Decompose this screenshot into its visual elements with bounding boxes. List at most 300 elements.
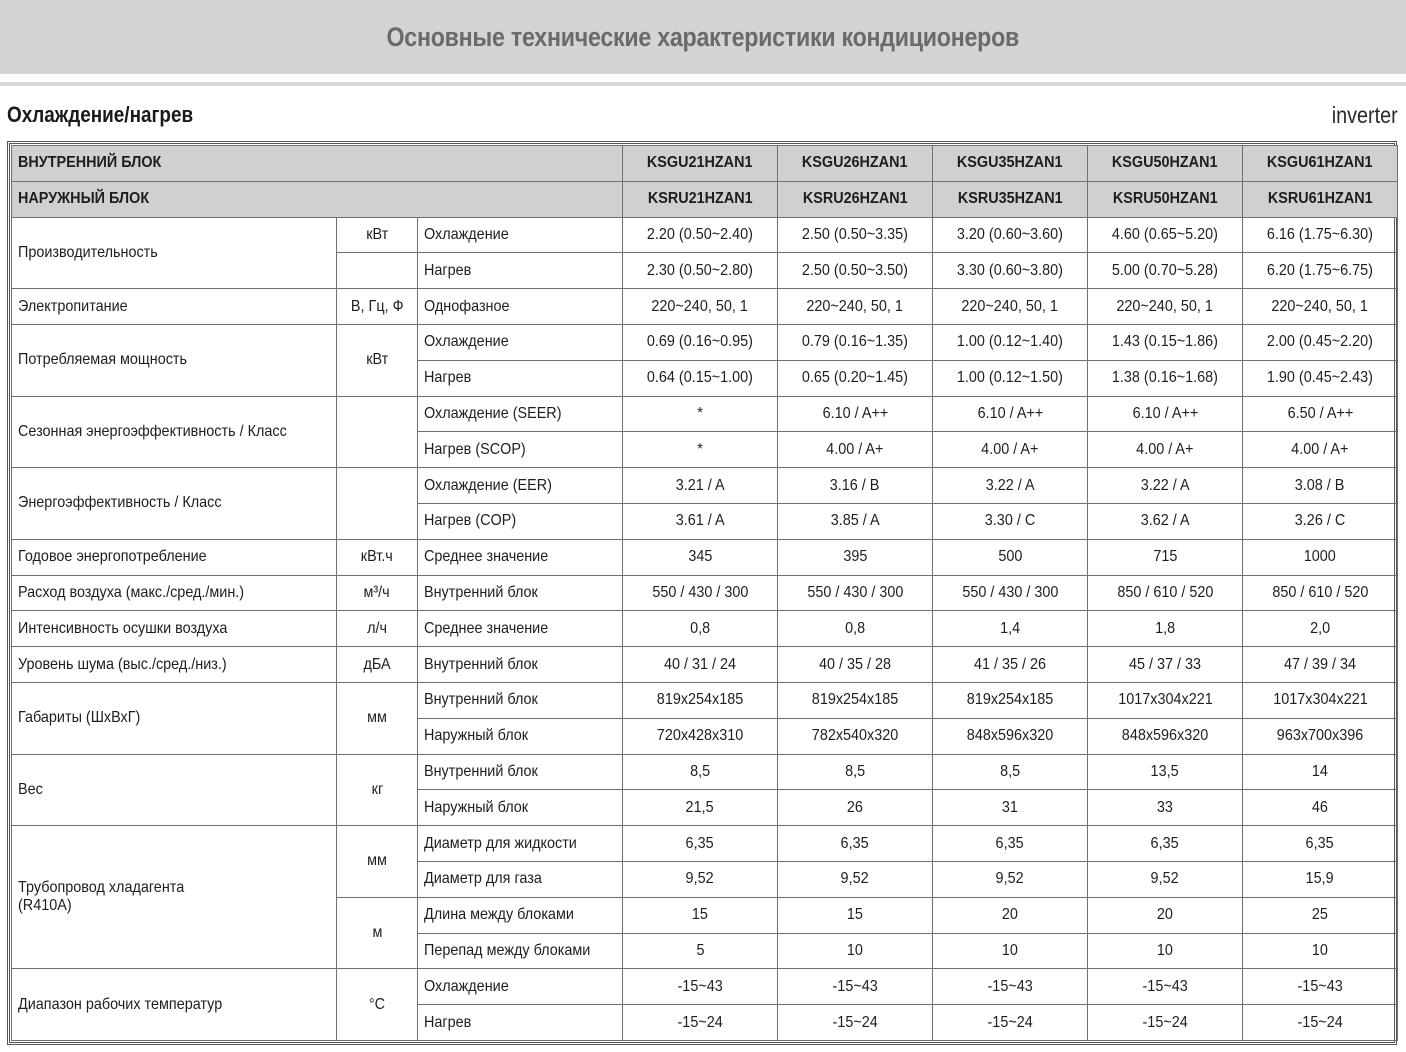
value-cell-text: 2.20 (0.50~2.40) [646, 225, 754, 243]
outdoor-model: KSRU21HZAN1 [623, 181, 778, 217]
value-cell [1243, 754, 1398, 790]
value-cell-text: 47 / 39 / 34 [1283, 655, 1357, 673]
value-cell [623, 611, 778, 647]
sub-param-text: Охлаждение (SEER) [424, 404, 562, 422]
value-cell [778, 969, 933, 1005]
unit-text: кВт.ч [361, 548, 393, 566]
value-cell [933, 396, 1088, 432]
unit-text: м³/ч [363, 583, 391, 601]
value-cell [933, 718, 1088, 754]
sub-param [418, 861, 623, 897]
sub-param [418, 539, 623, 575]
value-cell-text: -15~24 [832, 1013, 878, 1031]
unit-text: °С [368, 995, 386, 1013]
sub-param-text: Нагрев [424, 1013, 472, 1031]
value-cell-text: 1,8 [1155, 619, 1176, 637]
param-name [12, 682, 337, 754]
unit [337, 253, 418, 289]
param-name-text: Трубопровод хладагента [18, 879, 185, 897]
value-cell [1243, 468, 1398, 504]
value-cell-text: -15~43 [1142, 977, 1188, 995]
unit [337, 826, 418, 898]
sub-param-text: Среднее значение [424, 619, 549, 637]
sub-param-text: Охлаждение [424, 977, 509, 995]
value-cell [1243, 1005, 1398, 1041]
value-cell [778, 432, 933, 468]
section-title: Охлаждение/нагрев [7, 102, 194, 127]
value-cell [933, 826, 1088, 862]
param-name-text: (R410A) [18, 897, 72, 915]
value-cell-text: 819x254x185 [811, 691, 899, 709]
value-cell-text: 45 / 37 / 33 [1128, 655, 1202, 673]
value-cell [1088, 826, 1243, 862]
value-cell-text: 550 / 430 / 300 [806, 583, 904, 601]
value-cell [1088, 253, 1243, 289]
value-cell-text: 848x596x320 [1121, 727, 1209, 745]
value-cell [778, 611, 933, 647]
unit-text: кг [371, 780, 383, 798]
value-cell [623, 575, 778, 611]
value-cell-text: 15,9 [1305, 870, 1335, 888]
value-cell-text: 6,35 [1150, 834, 1180, 852]
value-cell-text: 3.26 / C [1294, 512, 1346, 530]
indoor-unit-label: ВНУТРЕННИЙ БЛОК [12, 146, 623, 182]
value-cell-text: 220~240, 50, 1 [961, 297, 1059, 315]
value-cell [1088, 396, 1243, 432]
value-cell-text: 15 [846, 906, 864, 924]
value-cell-text: 550 / 430 / 300 [651, 583, 749, 601]
value-cell [1243, 611, 1398, 647]
param-name-text: Вес [18, 780, 43, 798]
value-cell-text: 2,0 [1310, 619, 1331, 637]
value-cell [778, 539, 933, 575]
param-name-text: Электропитание [18, 297, 128, 315]
param-name [12, 217, 337, 289]
value-cell-text: 1000 [1303, 548, 1337, 566]
value-cell [933, 503, 1088, 539]
value-cell-text: 2.00 (0.45~2.20) [1266, 333, 1374, 351]
spec-row [12, 826, 1398, 862]
value-cell [1088, 611, 1243, 647]
sub-param-text: Внутренний блок [424, 583, 538, 601]
value-cell [778, 754, 933, 790]
value-cell [933, 897, 1088, 933]
unit-text: В, Гц, Ф [350, 297, 404, 315]
value-cell [623, 861, 778, 897]
value-cell [1243, 861, 1398, 897]
spec-row [12, 754, 1398, 790]
unit [337, 754, 418, 826]
value-cell-text: 6.10 / A++ [977, 404, 1043, 422]
value-cell [1243, 539, 1398, 575]
value-cell-text: 4.00 / A+ [981, 440, 1039, 458]
value-cell [933, 790, 1088, 826]
sub-param [418, 253, 623, 289]
value-cell-text: 8,5 [1000, 762, 1021, 780]
value-cell-text: 8,5 [845, 762, 866, 780]
sub-param [418, 790, 623, 826]
value-cell-text: 550 / 430 / 300 [961, 583, 1059, 601]
value-cell [933, 1005, 1088, 1041]
value-cell-text: 3.22 / A [1140, 476, 1190, 494]
value-cell [778, 1005, 933, 1041]
sub-param-text: Охлаждение [424, 225, 509, 243]
value-cell-text: 720x428x310 [656, 727, 744, 745]
unit-text: м [372, 924, 382, 942]
unit-text: л/ч [367, 619, 387, 637]
sub-param [418, 217, 623, 253]
value-cell [933, 575, 1088, 611]
param-name-text: Потребляемая мощность [18, 351, 188, 369]
sub-param [418, 682, 623, 718]
value-cell-text: 220~240, 50, 1 [1271, 297, 1369, 315]
value-cell [1243, 324, 1398, 360]
specs-table [11, 145, 1398, 1041]
value-cell-text: 8,5 [690, 762, 711, 780]
value-cell [623, 790, 778, 826]
value-cell [933, 539, 1088, 575]
value-cell [778, 718, 933, 754]
spec-row [12, 289, 1398, 325]
param-name-text: Производительность [18, 243, 158, 261]
value-cell-text: 0,8 [845, 619, 866, 637]
value-cell [1088, 647, 1243, 683]
value-cell [1088, 754, 1243, 790]
value-cell [1088, 575, 1243, 611]
value-cell-text: 1,4 [1000, 619, 1021, 637]
sub-param-text: Нагрев (SCOP) [424, 440, 526, 458]
value-cell [1243, 396, 1398, 432]
value-cell-text: 10 [1311, 941, 1329, 959]
page-title: Основные технические характеристики кондиционеров [386, 21, 1020, 52]
sub-param [418, 933, 623, 969]
value-cell [623, 718, 778, 754]
value-cell-text: 6,35 [685, 834, 715, 852]
value-cell-text: * [697, 440, 703, 458]
value-cell [933, 969, 1088, 1005]
value-cell [1243, 360, 1398, 396]
value-cell [1088, 503, 1243, 539]
value-cell-text: 3.61 / A [675, 512, 725, 530]
inverter-label: inverter [1332, 102, 1398, 128]
indoor-model: KSGU35HZAN1 [933, 146, 1088, 182]
sub-param-text: Внутренний блок [424, 655, 538, 673]
sub-param-text: Наружный блок [424, 798, 529, 816]
sub-param-text: Однофазное [424, 297, 510, 315]
value-cell [623, 897, 778, 933]
value-cell-text: 850 / 610 / 520 [1271, 583, 1369, 601]
value-cell-text: 3.30 / C [984, 512, 1036, 530]
value-cell [1088, 217, 1243, 253]
value-cell-text: 819x254x185 [966, 691, 1054, 709]
param-name-text: Расход воздуха (макс./сред./мин.) [18, 583, 245, 601]
sub-param [418, 826, 623, 862]
sub-param-text: Среднее значение [424, 548, 549, 566]
unit-text: кВт [365, 225, 389, 243]
sub-param [418, 575, 623, 611]
value-cell-text: 20 [1001, 906, 1019, 924]
param-name-text: Годовое энергопотребление [18, 548, 207, 566]
outdoor-model: KSRU50HZAN1 [1088, 181, 1243, 217]
value-cell [933, 647, 1088, 683]
param-name-text: Сезонная энергоэффективность / Класс [18, 422, 287, 440]
sub-param-text: Внутренний блок [424, 691, 538, 709]
spec-row [12, 611, 1398, 647]
sub-param [418, 647, 623, 683]
value-cell-text: 1.43 (0.15~1.86) [1111, 333, 1219, 351]
unit-text: кВт [365, 351, 389, 369]
spec-row [12, 324, 1398, 360]
value-cell [1088, 969, 1243, 1005]
value-cell-text: 3.30 (0.60~3.80) [956, 261, 1064, 279]
param-name [12, 468, 337, 540]
value-cell-text: -15~43 [1297, 977, 1343, 995]
value-cell [778, 503, 933, 539]
value-cell-text: 20 [1156, 906, 1174, 924]
value-cell [623, 754, 778, 790]
value-cell [933, 289, 1088, 325]
param-name-text: Интенсивность осушки воздуха [18, 619, 228, 637]
value-cell [1088, 682, 1243, 718]
value-cell [778, 289, 933, 325]
value-cell-text: 3.08 / B [1295, 476, 1345, 494]
value-cell [623, 324, 778, 360]
value-cell-text: 10 [1001, 941, 1019, 959]
value-cell-text: 6.10 / A++ [1132, 404, 1198, 422]
value-cell-text: 4.00 / A+ [1136, 440, 1194, 458]
sub-param [418, 503, 623, 539]
value-cell [623, 682, 778, 718]
value-cell-text: 395 [842, 548, 868, 566]
spec-row [12, 969, 1398, 1005]
value-cell-text: 782x540x320 [811, 727, 899, 745]
param-name [12, 611, 337, 647]
sub-param [418, 324, 623, 360]
value-cell-text: -15~24 [677, 1013, 723, 1031]
value-cell [778, 682, 933, 718]
header-row-outdoor [12, 181, 1398, 217]
value-cell-text: 3.21 / A [675, 476, 725, 494]
value-cell [623, 468, 778, 504]
value-cell [778, 897, 933, 933]
value-cell-text: -15~43 [677, 977, 723, 995]
sub-param-text: Длина между блоками [424, 906, 574, 924]
value-cell-text: -15~24 [987, 1013, 1033, 1031]
sub-param [418, 289, 623, 325]
value-cell-text: 10 [846, 941, 864, 959]
value-cell [1088, 360, 1243, 396]
value-cell-text: 1017x304x221 [1272, 691, 1368, 709]
value-cell [623, 826, 778, 862]
value-cell-text: 1.38 (0.16~1.68) [1111, 369, 1219, 387]
value-cell [933, 861, 1088, 897]
value-cell [623, 503, 778, 539]
unit-text: мм [367, 709, 387, 727]
sub-param-text: Нагрев [424, 261, 472, 279]
value-cell [778, 468, 933, 504]
value-cell [1243, 897, 1398, 933]
sub-param [418, 754, 623, 790]
value-cell [623, 253, 778, 289]
value-cell [1243, 682, 1398, 718]
value-cell [623, 396, 778, 432]
value-cell-text: 5.00 (0.70~5.28) [1111, 261, 1219, 279]
value-cell [1088, 539, 1243, 575]
value-cell-text: 46 [1311, 798, 1329, 816]
unit [337, 969, 418, 1041]
sub-param-text: Нагрев (COP) [424, 512, 517, 530]
value-cell-text: 4.60 (0.65~5.20) [1111, 225, 1219, 243]
value-cell-text: 1.90 (0.45~2.43) [1266, 369, 1374, 387]
sub-param-text: Внутренний блок [424, 762, 538, 780]
value-cell-text: 963x700x396 [1276, 727, 1364, 745]
value-cell-text: 40 / 35 / 28 [818, 655, 892, 673]
value-cell [933, 360, 1088, 396]
value-cell [623, 289, 778, 325]
unit [337, 897, 418, 969]
value-cell [1243, 289, 1398, 325]
spec-row [12, 468, 1398, 504]
value-cell-text: 1.00 (0.12~1.40) [956, 333, 1064, 351]
sub-param-text: Охлаждение [424, 333, 509, 351]
value-cell-text: 6,35 [1305, 834, 1335, 852]
value-cell [778, 790, 933, 826]
value-cell-text: 4.00 / A+ [826, 440, 884, 458]
value-cell [623, 539, 778, 575]
value-cell-text: 9,52 [995, 870, 1025, 888]
value-cell-text: 3.22 / A [985, 476, 1035, 494]
param-name [12, 324, 337, 396]
value-cell [778, 396, 933, 432]
value-cell [933, 217, 1088, 253]
value-cell-text: 2.50 (0.50~3.50) [801, 261, 909, 279]
value-cell-text: -15~43 [832, 977, 878, 995]
value-cell-text: 0.64 (0.15~1.00) [646, 369, 754, 387]
value-cell [1243, 718, 1398, 754]
value-cell-text: -15~24 [1142, 1013, 1188, 1031]
param-name [12, 539, 337, 575]
value-cell-text: 40 / 31 / 24 [663, 655, 737, 673]
outdoor-model: KSRU26HZAN1 [778, 181, 933, 217]
value-cell [778, 826, 933, 862]
outdoor-unit-label: НАРУЖНЫЙ БЛОК [12, 181, 623, 217]
value-cell-text: 31 [1001, 798, 1019, 816]
unit [337, 539, 418, 575]
value-cell-text: 500 [997, 548, 1023, 566]
spec-row [12, 396, 1398, 432]
page-banner [0, 0, 1406, 74]
value-cell-text: 3.16 / B [830, 476, 880, 494]
value-cell [778, 933, 933, 969]
value-cell [623, 933, 778, 969]
param-name-text: Габариты (ШхВхГ) [18, 709, 141, 727]
value-cell [623, 432, 778, 468]
value-cell-text: 3.20 (0.60~3.60) [956, 225, 1064, 243]
spec-row [12, 217, 1398, 253]
indoor-model: KSGU26HZAN1 [778, 146, 933, 182]
outdoor-model: KSRU61HZAN1 [1243, 181, 1398, 217]
value-cell [933, 324, 1088, 360]
value-cell-text: 13,5 [1150, 762, 1180, 780]
value-cell [1243, 647, 1398, 683]
unit [337, 289, 418, 325]
value-cell-text: 6.10 / A++ [822, 404, 888, 422]
param-name [12, 754, 337, 826]
value-cell [1088, 897, 1243, 933]
value-cell [1243, 253, 1398, 289]
value-cell [623, 969, 778, 1005]
value-cell-text: 2.30 (0.50~2.80) [646, 261, 754, 279]
value-cell [623, 647, 778, 683]
sub-param [418, 432, 623, 468]
value-cell-text: 3.85 / A [830, 512, 880, 530]
sub-param [418, 897, 623, 933]
value-cell-text: 0.69 (0.16~0.95) [646, 333, 754, 351]
sub-param [418, 969, 623, 1005]
value-cell-text: 6,35 [840, 834, 870, 852]
param-name [12, 396, 337, 468]
value-cell-text: 2.50 (0.50~3.35) [801, 225, 909, 243]
sub-param [418, 360, 623, 396]
param-name [12, 826, 337, 969]
value-cell-text: 850 / 610 / 520 [1116, 583, 1214, 601]
value-cell-text: 10 [1156, 941, 1174, 959]
value-cell [1088, 432, 1243, 468]
value-cell [1088, 861, 1243, 897]
value-cell-text: 1017x304x221 [1117, 691, 1213, 709]
value-cell [1243, 969, 1398, 1005]
sub-param [418, 468, 623, 504]
value-cell-text: 220~240, 50, 1 [651, 297, 749, 315]
value-cell-text: 21,5 [685, 798, 715, 816]
value-cell [778, 575, 933, 611]
value-cell-text: 6.16 (1.75~6.30) [1266, 225, 1374, 243]
value-cell [933, 754, 1088, 790]
value-cell [1088, 933, 1243, 969]
value-cell-text: 3.62 / A [1140, 512, 1190, 530]
spec-row [12, 682, 1398, 718]
unit-text: дБА [363, 655, 391, 673]
value-cell [778, 253, 933, 289]
header-row-indoor [12, 146, 1398, 182]
value-cell [933, 253, 1088, 289]
sub-param-text: Охлаждение (EER) [424, 476, 552, 494]
value-cell-text: 345 [687, 548, 713, 566]
param-name [12, 289, 337, 325]
value-cell-text: 6.20 (1.75~6.75) [1266, 261, 1374, 279]
value-cell [1088, 718, 1243, 754]
value-cell [1243, 826, 1398, 862]
value-cell-text: -15~24 [1297, 1013, 1343, 1031]
sub-param-text: Нагрев [424, 369, 472, 387]
value-cell [933, 682, 1088, 718]
spec-row [12, 647, 1398, 683]
value-cell [623, 217, 778, 253]
divider [0, 82, 1406, 86]
value-cell [778, 360, 933, 396]
sub-param-text: Перепад между блоками [424, 941, 591, 959]
indoor-model: KSGU50HZAN1 [1088, 146, 1243, 182]
value-cell-text: 715 [1152, 548, 1178, 566]
value-cell-text: * [697, 404, 703, 422]
value-cell-text: 26 [846, 798, 864, 816]
sub-param [418, 1005, 623, 1041]
value-cell [933, 611, 1088, 647]
value-cell [778, 324, 933, 360]
value-cell [1088, 1005, 1243, 1041]
unit [337, 396, 418, 468]
indoor-model: KSGU61HZAN1 [1243, 146, 1398, 182]
